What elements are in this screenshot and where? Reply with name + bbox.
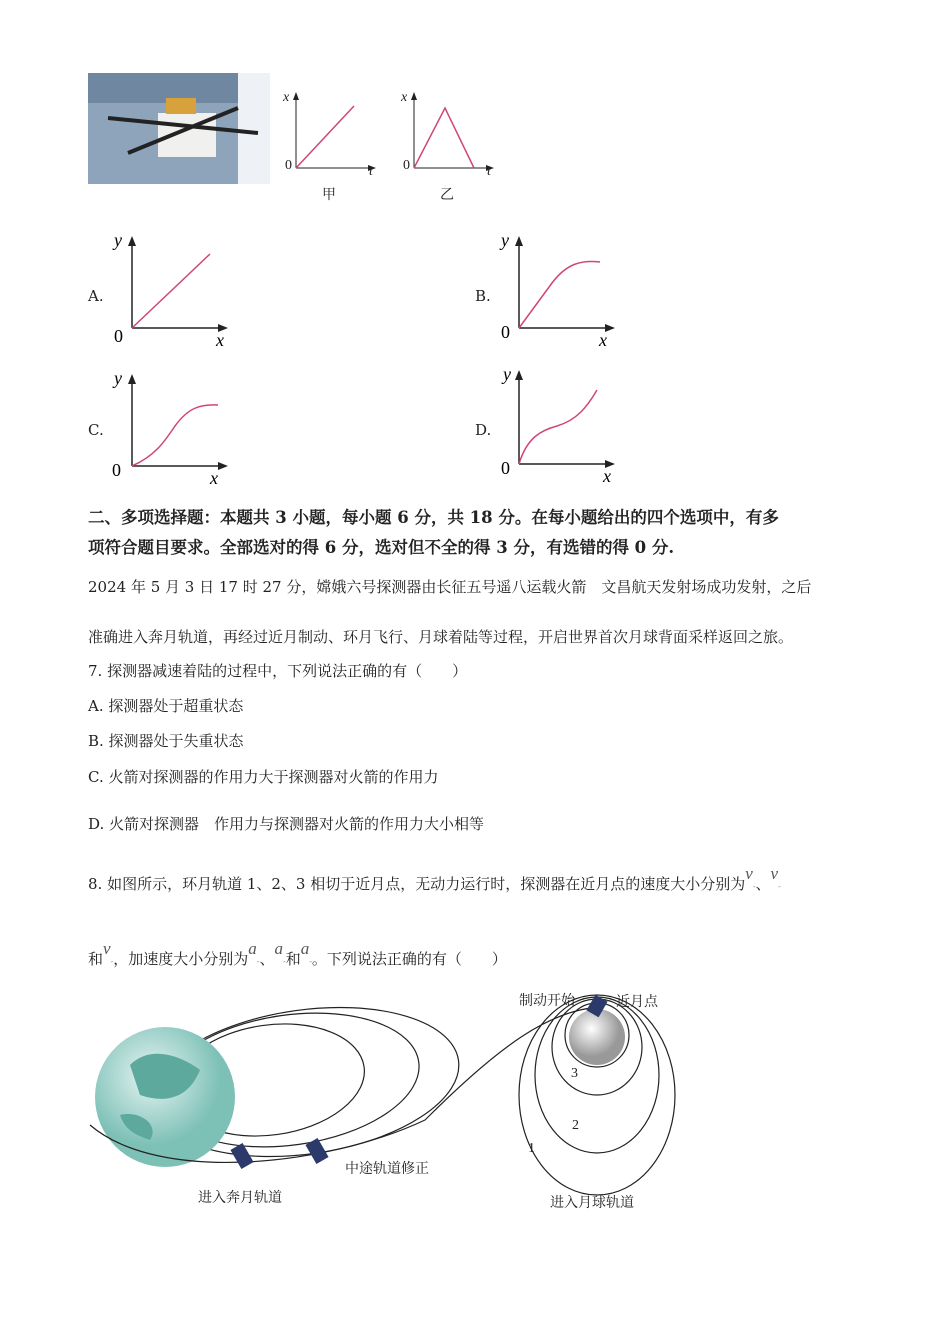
drone-photo (88, 73, 270, 184)
origin-label: 0 (285, 158, 292, 173)
separator: 、 (755, 875, 771, 893)
svg-text:y: y (114, 368, 122, 388)
q8-mid: ，加速度大小分别为 (113, 950, 249, 968)
text-and: 和 (285, 950, 301, 968)
svg-text:y: y (503, 364, 511, 384)
option-c-label[interactable]: C. (88, 421, 104, 439)
label-enter-lunar: 进入月球轨道 (550, 1196, 634, 1211)
moon (569, 1009, 625, 1065)
symbol-v2: v (770, 864, 779, 883)
graph-jia (280, 88, 380, 183)
label-orbit-2: 2 (572, 1118, 579, 1133)
axis-t-label: t (487, 164, 491, 179)
graph-yi (398, 88, 498, 183)
q7-stem: 7. 探测器减速着陆的过程中，下列说法正确的有（ ） (88, 662, 468, 680)
q7-option-b[interactable]: B. 探测器处于失重状态 (88, 732, 244, 750)
satellite-icon (305, 1138, 328, 1164)
separator: 、 (259, 950, 275, 968)
symbol-a1: a (248, 939, 257, 958)
q8-stem: 8. 如图所示，环月轨道 1、2、3 相切于近月点，无动力运行时，探测器在近月点的速度大小分别为 (88, 875, 746, 893)
label-mid-correction: 中途轨道修正 (345, 1162, 429, 1177)
svg-text:x: x (599, 330, 607, 348)
svg-text:0: 0 (501, 458, 510, 478)
symbol-v1: v (745, 864, 753, 883)
q8-line1: 8. 如图所示，环月轨道 1、2、3 相切于近月点，无动力运行时，探测器在近月点的速度大小分别为v-、v- (88, 864, 781, 893)
svg-text:0: 0 (112, 460, 121, 480)
q7-option-a[interactable]: A. 探测器处于超重状态 (88, 697, 244, 715)
option-b-graph[interactable] (497, 228, 627, 348)
svg-text:x: x (603, 466, 611, 486)
q8-end: 。下列说法正确的有（ ） (311, 950, 507, 968)
q7-option-c[interactable]: C. 火箭对探测器的作用力大于探测器对火箭的作用力 (88, 768, 439, 786)
passage-line1: 2024 年 5 月 3 日 17 时 27 分，嫦娥六号探测器由长征五号遥八运载火箭 文昌航天发射场成功发射，之后 (88, 578, 812, 596)
axis-x-label: x (401, 90, 408, 105)
option-b-label[interactable]: B. (475, 287, 491, 305)
section-heading-line1: 二、多项选择题：本题共 3 小题，每小题 6 分，共 18 分。在每小题给出的四个选项中，有多 (88, 508, 779, 527)
option-d-label[interactable]: D. (475, 421, 492, 439)
svg-text:y: y (114, 230, 122, 250)
label-perilune: 近月点 (616, 995, 658, 1010)
option-a-graph[interactable] (110, 228, 240, 348)
text-and: 和 (88, 950, 104, 968)
svg-text:x: x (210, 468, 218, 486)
caption-jia: 甲 (322, 188, 336, 203)
svg-text:x: x (216, 330, 224, 348)
label-brake-start: 制动开始 (519, 994, 575, 1009)
axis-x-label: x (283, 90, 290, 105)
section-heading-line2: 项符合题目要求。全部选对的得 6 分，选对但不全的得 3 分，有选错的得 0 分. (88, 538, 675, 557)
label-orbit-3: 3 (571, 1066, 578, 1081)
option-c-graph[interactable] (110, 366, 240, 486)
option-d-graph[interactable] (497, 362, 627, 486)
caption-yi: 乙 (440, 188, 454, 203)
symbol-a2: a (274, 939, 283, 958)
svg-text:0: 0 (501, 322, 510, 342)
option-a-label[interactable]: A. (88, 287, 104, 305)
passage-line2: 准确进入奔月轨道，再经过近月制动、环月飞行、月球着陆等过程，开启世界首次月球背面采样返回之旅。 (88, 628, 794, 646)
axis-t-label: t (369, 164, 373, 179)
label-enter-transfer: 进入奔月轨道 (198, 1191, 282, 1206)
origin-label: 0 (403, 158, 410, 173)
q8-line2: 和v-，加速度大小分别为a-、a-和a-。下列说法正确的有（ ） (88, 939, 507, 968)
orbit-diagram (80, 985, 680, 1215)
symbol-a3: a (300, 939, 310, 958)
svg-text:0: 0 (114, 326, 123, 346)
q7-option-d[interactable]: D. 火箭对探测器 作用力与探测器对火箭的作用力大小相等 (88, 815, 485, 833)
svg-text:y: y (501, 230, 509, 250)
symbol-v3: v (103, 939, 111, 958)
label-orbit-1: 1 (528, 1141, 535, 1156)
